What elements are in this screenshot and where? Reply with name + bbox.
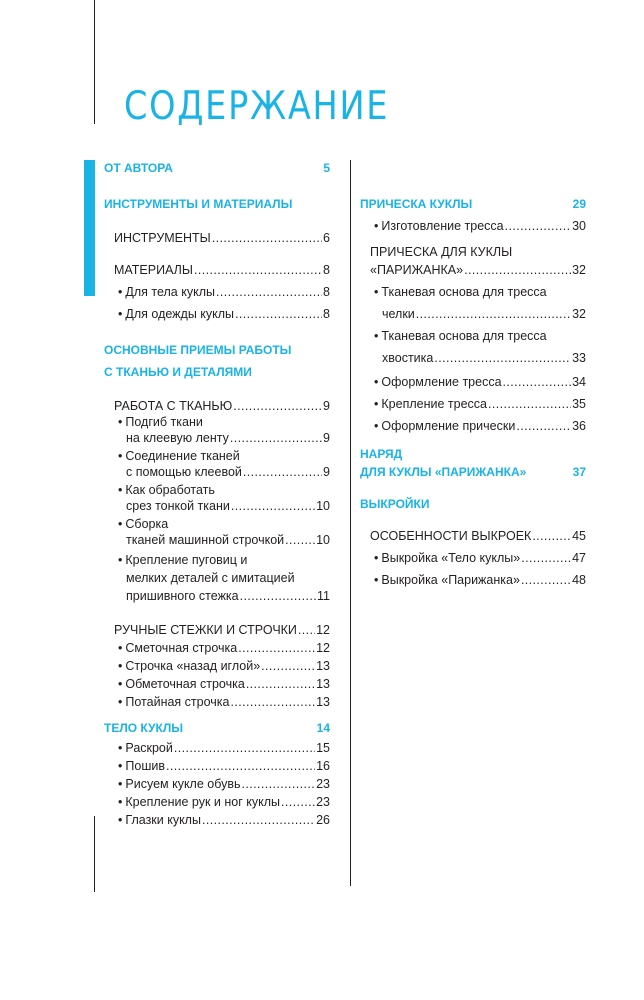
toc-entry-kreplenie-tressa[interactable]: • Крепление тресса ..... 35 (374, 396, 586, 412)
toc-entry-podgib-line2[interactable]: на клеевую ленту ..... 9 (126, 430, 330, 446)
toc-entry-rabota[interactable]: РАБОТА С ТКАНЬЮ ..... 9 (114, 398, 330, 414)
toc-entry-raskroy[interactable]: • Раскрой ..... 15 (118, 740, 330, 756)
toc-entry-instrumenty[interactable]: ИНСТРУМЕНТЫ ..... 6 (114, 230, 330, 246)
toc-entry-parizhanka-line1[interactable]: ПРИЧЕСКА ДЛЯ КУКЛЫ (370, 245, 513, 259)
toc-section-priemy-line2[interactable]: С ТКАНЬЮ И ДЕТАЛЯМИ (104, 365, 252, 379)
toc-section-vykroyki[interactable]: ВЫКРОЙКИ (360, 497, 430, 511)
toc-entry-obrabotat-line2[interactable]: срез тонкой ткани ..... 10 (126, 498, 330, 514)
toc-entry-oformlenie-tressa[interactable]: • Оформление тресса ..... 34 (374, 374, 586, 390)
toc-entry-nazad-igloy[interactable]: • Строчка «назад иглой» ..... 13 (118, 658, 330, 674)
toc-entry-kreplenie-line3[interactable]: пришивного стежка ..... 11 (126, 588, 330, 604)
toc-entry-chelki-line1[interactable]: • Тканевая основа для тресса (374, 284, 547, 300)
toc-entry-parizhanka-line2[interactable]: «ПАРИЖАНКА» ..... 32 (370, 262, 586, 278)
toc-entry-kreplenie-line1[interactable]: • Крепление пуговиц и (118, 552, 247, 568)
toc-entry-oformlenie-pricheski[interactable]: • Оформление прически ..... 36 (374, 418, 586, 434)
toc-entry-khvostika-line1[interactable]: • Тканевая основа для тресса (374, 328, 547, 344)
toc-entry-osobennosti[interactable]: ОСОБЕННОСТИ ВЫКРОЕК ..... 45 (370, 528, 586, 544)
toc-entry-obrabotat-line1[interactable]: • Как обработать (118, 482, 215, 498)
toc-entry-vykroyka-telo[interactable]: • Выкройка «Тело куклы» ..... 47 (374, 550, 586, 566)
column-divider (350, 160, 351, 886)
toc-entry-potaynaya[interactable]: • Потайная строчка ..... 13 (118, 694, 330, 710)
toc-entry-poshiv[interactable]: • Пошив ..... 16 (118, 758, 330, 774)
toc-section-priemy-line1[interactable]: ОСНОВНЫЕ ПРИЕМЫ РАБОТЫ (104, 343, 292, 357)
toc-entry-dlya-odezhdy[interactable]: • Для одежды куклы ..... 8 (118, 306, 330, 322)
toc-entry-chelki-line2[interactable]: челки ..... 32 (382, 306, 586, 322)
toc-entry-obmetochnaya[interactable]: • Обметочная строчка ..... 13 (118, 676, 330, 692)
toc-section-instruments[interactable]: ИНСТРУМЕНТЫ И МАТЕРИАЛЫ (104, 197, 293, 211)
toc-entry-soedinenie-line1[interactable]: • Соединение тканей (118, 448, 240, 464)
bottom-rule (94, 816, 95, 892)
toc-section-ot-avtora[interactable]: ОТ АВТОРА 5 (104, 161, 330, 175)
toc-entry-sborka-line2[interactable]: тканей машинной строчкой ..... 10 (126, 532, 330, 548)
accent-bar (84, 160, 95, 296)
toc-entry-podgib-line1[interactable]: • Подгиб ткани (118, 414, 203, 430)
toc-entry-ruk-nog[interactable]: • Крепление рук и ног куклы ..... 23 (118, 794, 330, 810)
toc-entry-soedinenie-line2[interactable]: с помощью клеевой ..... 9 (126, 464, 330, 480)
toc-entry-sborka-line1[interactable]: • Сборка (118, 516, 168, 532)
toc-entry-dlya-tela[interactable]: • Для тела куклы ..... 8 (118, 284, 330, 300)
toc-section-telo[interactable]: ТЕЛО КУКЛЫ 14 (104, 721, 330, 735)
toc-section-naryad-line1[interactable]: НАРЯД (360, 447, 403, 461)
top-rule (94, 0, 95, 124)
toc-section-naryad-line2[interactable]: ДЛЯ КУКЛЫ «ПАРИЖАНКА» 37 (360, 465, 586, 479)
toc-entry-smetochnaya[interactable]: • Сметочная строчка ..... 12 (118, 640, 330, 656)
page-title: СОДЕРЖАНИЕ (124, 84, 390, 129)
toc-entry-izgotovlenie[interactable]: • Изготовление тресса ..... 30 (374, 218, 586, 234)
toc-entry-vykroyka-parizhanka[interactable]: • Выкройка «Парижанка» ..... 48 (374, 572, 586, 588)
toc-entry-obuv[interactable]: • Рисуем кукле обувь ..... 23 (118, 776, 330, 792)
toc-entry-glazki[interactable]: • Глазки куклы ..... 26 (118, 812, 330, 828)
toc-entry-materialy[interactable]: МАТЕРИАЛЫ ..... 8 (114, 262, 330, 278)
toc-section-pricheska[interactable]: ПРИЧЕСКА КУКЛЫ 29 (360, 197, 586, 211)
toc-entry-kreplenie-line2[interactable]: мелких деталей с имитацией (126, 571, 295, 585)
toc-entry-ruchnye[interactable]: РУЧНЫЕ СТЕЖКИ И СТРОЧКИ ..... 12 (114, 622, 330, 638)
toc-entry-khvostika-line2[interactable]: хвостика ..... 33 (382, 350, 586, 366)
